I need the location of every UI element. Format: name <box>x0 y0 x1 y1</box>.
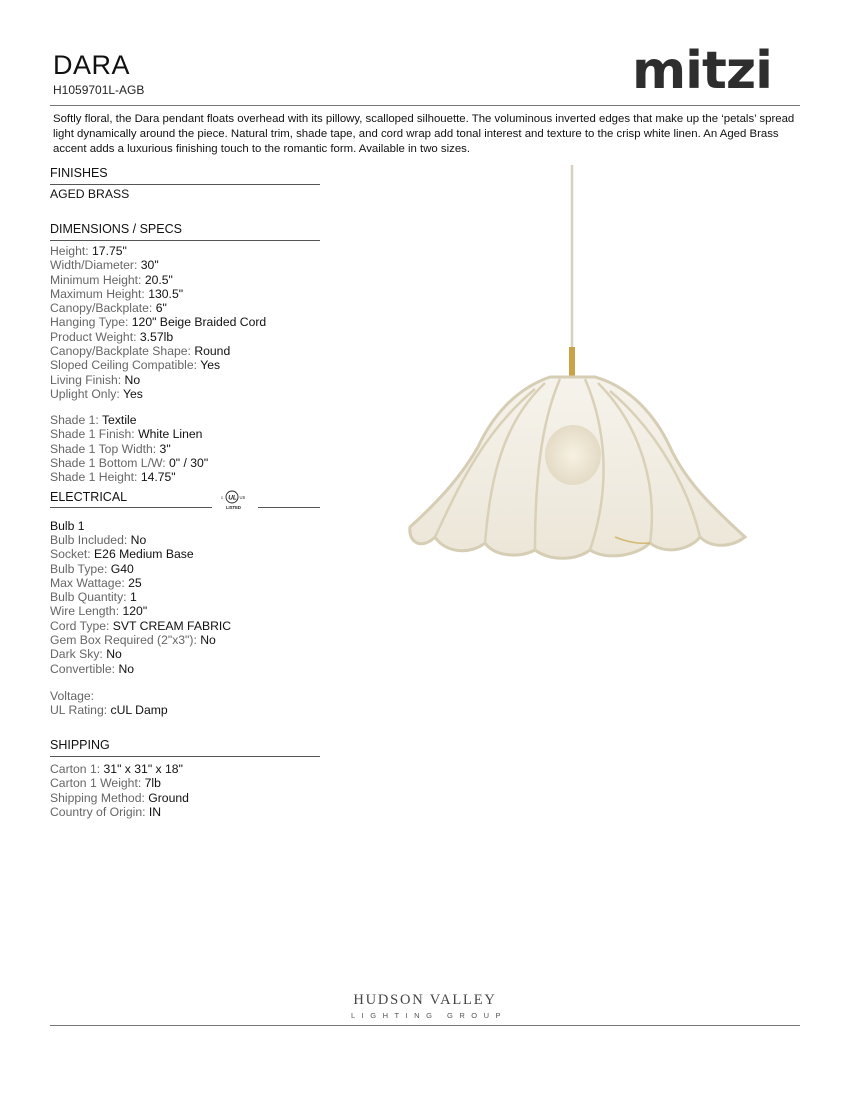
spec-value: 31" x 31" x 18" <box>103 762 183 776</box>
spec-label: Shade 1 Finish: <box>50 427 135 442</box>
spec-row <box>50 244 266 258</box>
svg-text:US: US <box>239 495 246 500</box>
spec-row <box>50 358 266 372</box>
spec-value: 25 <box>128 575 142 590</box>
spec-label: Bulb Included: <box>50 533 128 547</box>
spec-value: cUL Damp <box>110 703 168 718</box>
spec-row <box>50 413 208 427</box>
spec-label: Width/Diameter: <box>50 258 138 273</box>
shipping-list <box>50 762 189 819</box>
spec-row <box>50 373 266 387</box>
spec-value: No <box>200 633 216 648</box>
spec-value: Textile <box>101 413 137 427</box>
spec-value: 1 <box>129 590 137 605</box>
spec-row <box>50 273 266 287</box>
spec-row <box>50 315 266 329</box>
finishes-divider <box>50 184 320 185</box>
spec-label: Uplight Only: <box>50 386 120 401</box>
pendant-lamp-image <box>400 165 750 565</box>
spec-value: 6" <box>155 301 167 316</box>
spec-label: Gem Box Required (2"x3"): <box>50 633 197 648</box>
spec-label: Sloped Ceiling Compatible: <box>50 358 198 373</box>
spec-row <box>50 533 231 547</box>
spec-label: Canopy/Backplate Shape: <box>50 344 191 359</box>
spec-value: Ground <box>148 790 189 805</box>
spec-value: SVT CREAM FABRIC <box>112 618 232 633</box>
dimensions-list <box>50 244 266 401</box>
spec-row <box>50 604 231 618</box>
spec-value: Round <box>194 344 231 359</box>
product-description: Softly floral, the Dara pendant floats overhead with its pillowy, scalloped silhouette. The voluminous inverted edges that make up the ‘petals’ spread light dynamically around the piece. Natural trim, shade tape, and cord wrap add tonal interest and texture to the crisp white linen. An Aged Brass accent adds a luxurious finishing touch to the romantic form. Available in two sizes. <box>53 113 795 155</box>
spec-row <box>50 387 266 401</box>
spec-value: 7lb <box>144 776 161 791</box>
spec-row <box>50 590 231 604</box>
electrical-list-2 <box>50 689 168 718</box>
bulb-heading: Bulb 1 <box>50 519 85 533</box>
spec-label: Carton 1 Weight: <box>50 776 142 791</box>
spec-value: 0" / 30" <box>169 455 209 470</box>
product-title: DARA <box>53 50 131 80</box>
brand-logo: mitzi <box>632 41 772 101</box>
electrical-divider-left <box>50 507 212 508</box>
finish-value: AGED BRASS <box>50 187 130 201</box>
spec-value: 3.57lb <box>139 329 174 344</box>
spec-row <box>50 689 168 703</box>
spec-label: Wire Length: <box>50 604 120 619</box>
spec-row <box>50 427 208 441</box>
spec-value: 17.75" <box>92 244 127 258</box>
ul-listed-icon <box>220 490 248 514</box>
spec-label: UL Rating: <box>50 703 108 718</box>
spec-row <box>50 703 168 717</box>
spec-label: Cord Type: <box>50 618 110 633</box>
spec-row <box>50 805 189 819</box>
spec-label: Max Wattage: <box>50 575 125 590</box>
footer-brand: HUDSON VALLEY <box>353 992 497 1008</box>
spec-value: 14.75" <box>140 470 176 485</box>
spec-label: Shade 1 Height: <box>50 470 138 485</box>
spec-row <box>50 330 266 344</box>
spec-row <box>50 287 266 301</box>
spec-label: Carton 1: <box>50 762 101 776</box>
spec-value: 120" Beige Braided Cord <box>131 315 267 330</box>
spec-label: Voltage: <box>50 689 95 703</box>
spec-label: Living Finish: <box>50 372 122 387</box>
dimensions-heading: DIMENSIONS / SPECS <box>50 222 182 236</box>
spec-label: Socket: <box>50 547 91 562</box>
finishes-heading: FINISHES <box>50 166 108 180</box>
spec-value: 30" <box>140 258 159 273</box>
spec-value: 130.5" <box>148 286 184 301</box>
spec-label: Dark Sky: <box>50 647 103 662</box>
spec-value: Yes <box>200 358 221 373</box>
spec-row <box>50 619 231 633</box>
spec-label: Bulb Type: <box>50 561 108 576</box>
spec-row <box>50 547 231 561</box>
svg-text:LISTED: LISTED <box>226 505 241 510</box>
spec-row <box>50 647 231 661</box>
spec-row <box>50 442 208 456</box>
spec-value: White Linen <box>138 427 203 442</box>
spec-row <box>50 562 231 576</box>
svg-text:c: c <box>221 495 224 500</box>
spec-label: Product Weight: <box>50 329 137 344</box>
spec-row <box>50 762 189 776</box>
header-divider <box>50 105 800 106</box>
spec-label: Maximum Height: <box>50 286 145 301</box>
spec-value: No <box>106 647 122 662</box>
spec-value: No <box>124 372 141 387</box>
spec-label: Convertible: <box>50 661 116 676</box>
spec-value: 120" <box>122 604 148 619</box>
shade-list <box>50 413 208 484</box>
footer-divider <box>50 1025 800 1026</box>
spec-row <box>50 301 266 315</box>
spec-row <box>50 344 266 358</box>
product-sku: H1059701L-AGB <box>53 83 145 97</box>
electrical-list <box>50 533 231 676</box>
electrical-heading: ELECTRICAL <box>50 490 128 504</box>
spec-value: No <box>118 661 135 676</box>
spec-label: Bulb Quantity: <box>50 590 127 605</box>
spec-label: Height: <box>50 244 89 258</box>
spec-row <box>50 633 231 647</box>
spec-value: G40 <box>110 561 134 576</box>
spec-label: Canopy/Backplate: <box>50 301 153 316</box>
spec-value: No <box>130 533 147 547</box>
shipping-divider <box>50 756 320 757</box>
spec-row <box>50 456 208 470</box>
spec-value: 3" <box>159 441 171 456</box>
svg-text:UL: UL <box>228 494 237 502</box>
spec-row <box>50 470 208 484</box>
spec-row <box>50 662 231 676</box>
spec-label: Shade 1: <box>50 413 99 427</box>
spec-row <box>50 258 266 272</box>
shipping-heading: SHIPPING <box>50 738 110 752</box>
spec-label: Shade 1 Top Width: <box>50 441 157 456</box>
spec-row <box>50 776 189 790</box>
spec-label: Shipping Method: <box>50 790 145 805</box>
dimensions-divider <box>50 240 320 241</box>
spec-value: IN <box>148 804 162 819</box>
electrical-divider-right <box>258 507 320 508</box>
spec-label: Hanging Type: <box>50 315 129 330</box>
spec-row <box>50 791 189 805</box>
spec-value: 20.5" <box>144 272 173 287</box>
spec-label: Country of Origin: <box>50 804 146 819</box>
spec-value: Yes <box>122 386 143 401</box>
spec-row <box>50 576 231 590</box>
spec-label: Minimum Height: <box>50 272 142 287</box>
footer-subbrand: LIGHTING GROUP <box>350 1011 507 1020</box>
spec-value: E26 Medium Base <box>94 547 194 562</box>
spec-label: Shade 1 Bottom L/W: <box>50 455 166 470</box>
